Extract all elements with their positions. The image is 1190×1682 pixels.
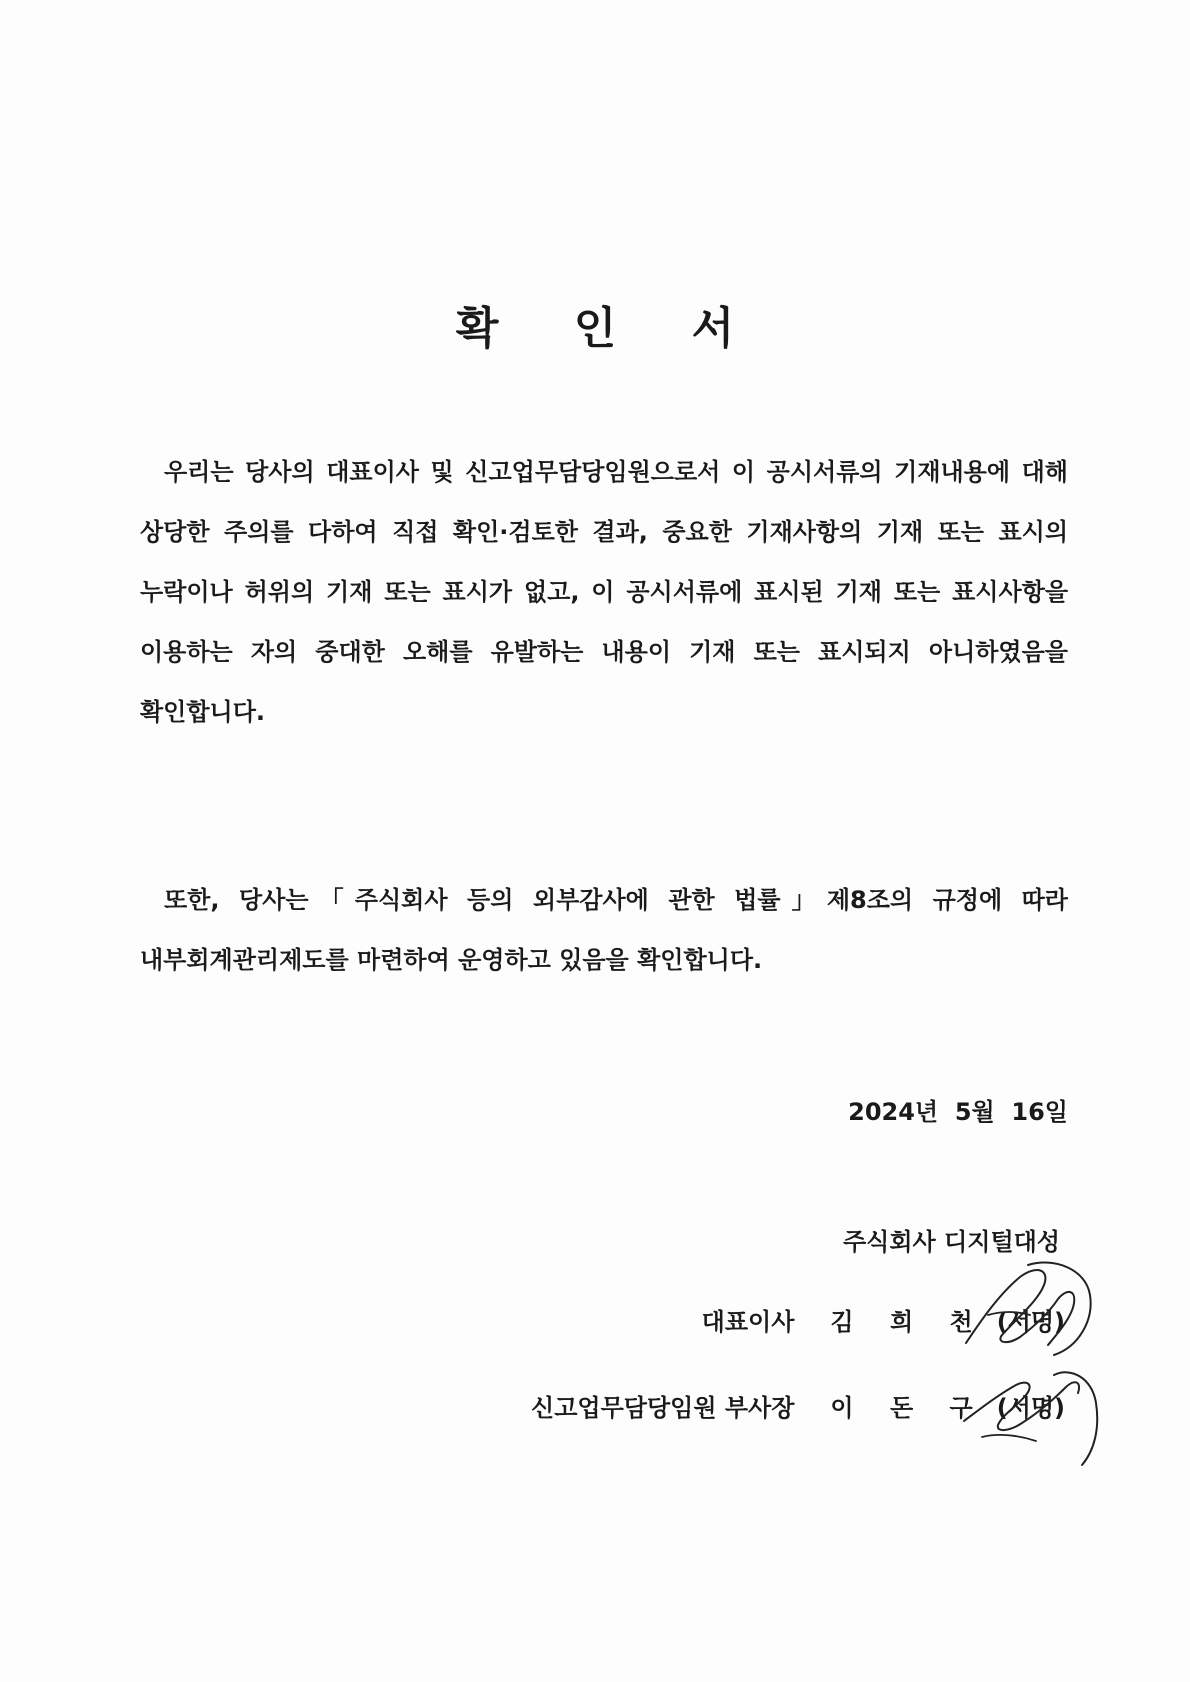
signer-role: 대표이사 [701, 1308, 795, 1336]
signer-officer [531, 1388, 1065, 1423]
signature-mark: (서명) [996, 1394, 1065, 1422]
signer-name: 김 희 천 [830, 1308, 987, 1336]
signature-mark: (서명) [996, 1308, 1065, 1336]
confirmation-paragraph-text: 우리는 당사의 대표이사 및 신고업무담당임원으로서 이 공시서류의 기재내용에 대해 상당한 주의를 다하여 직접 확인·검토한 결과, 중요한 기재사항의 기재 또는 표시의 누락이나 허위의 기재 또는 표시가 없고, 이 공시서류에 표시된 기재 또는 표시사항을 이용하는 자의 중대한 오해를 유발하는 내용이 기재 또는 표시되지 아니하였음을 확인합니다. [140, 458, 1068, 726]
signer-ceo [702, 1302, 1065, 1337]
internal-control-paragraph [140, 870, 1068, 990]
document-title: 확 인 서 [455, 303, 765, 354]
company-name: 주식회사 디지털대성 [842, 1228, 1060, 1256]
signer-name: 이 돈 구 [830, 1394, 987, 1422]
confirmation-paragraph [140, 442, 1068, 742]
internal-control-paragraph-text: 또한, 당사는「주식회사 등의 외부감사에 관한 법률」제8조의 규정에 따라 내부회계관리제도를 마련하여 운영하고 있음을 확인합니다. [140, 886, 1068, 974]
document-date: 2024년 5월 16일 [848, 1098, 1068, 1126]
signer-role: 신고업무담당임원 부사장 [531, 1394, 795, 1422]
